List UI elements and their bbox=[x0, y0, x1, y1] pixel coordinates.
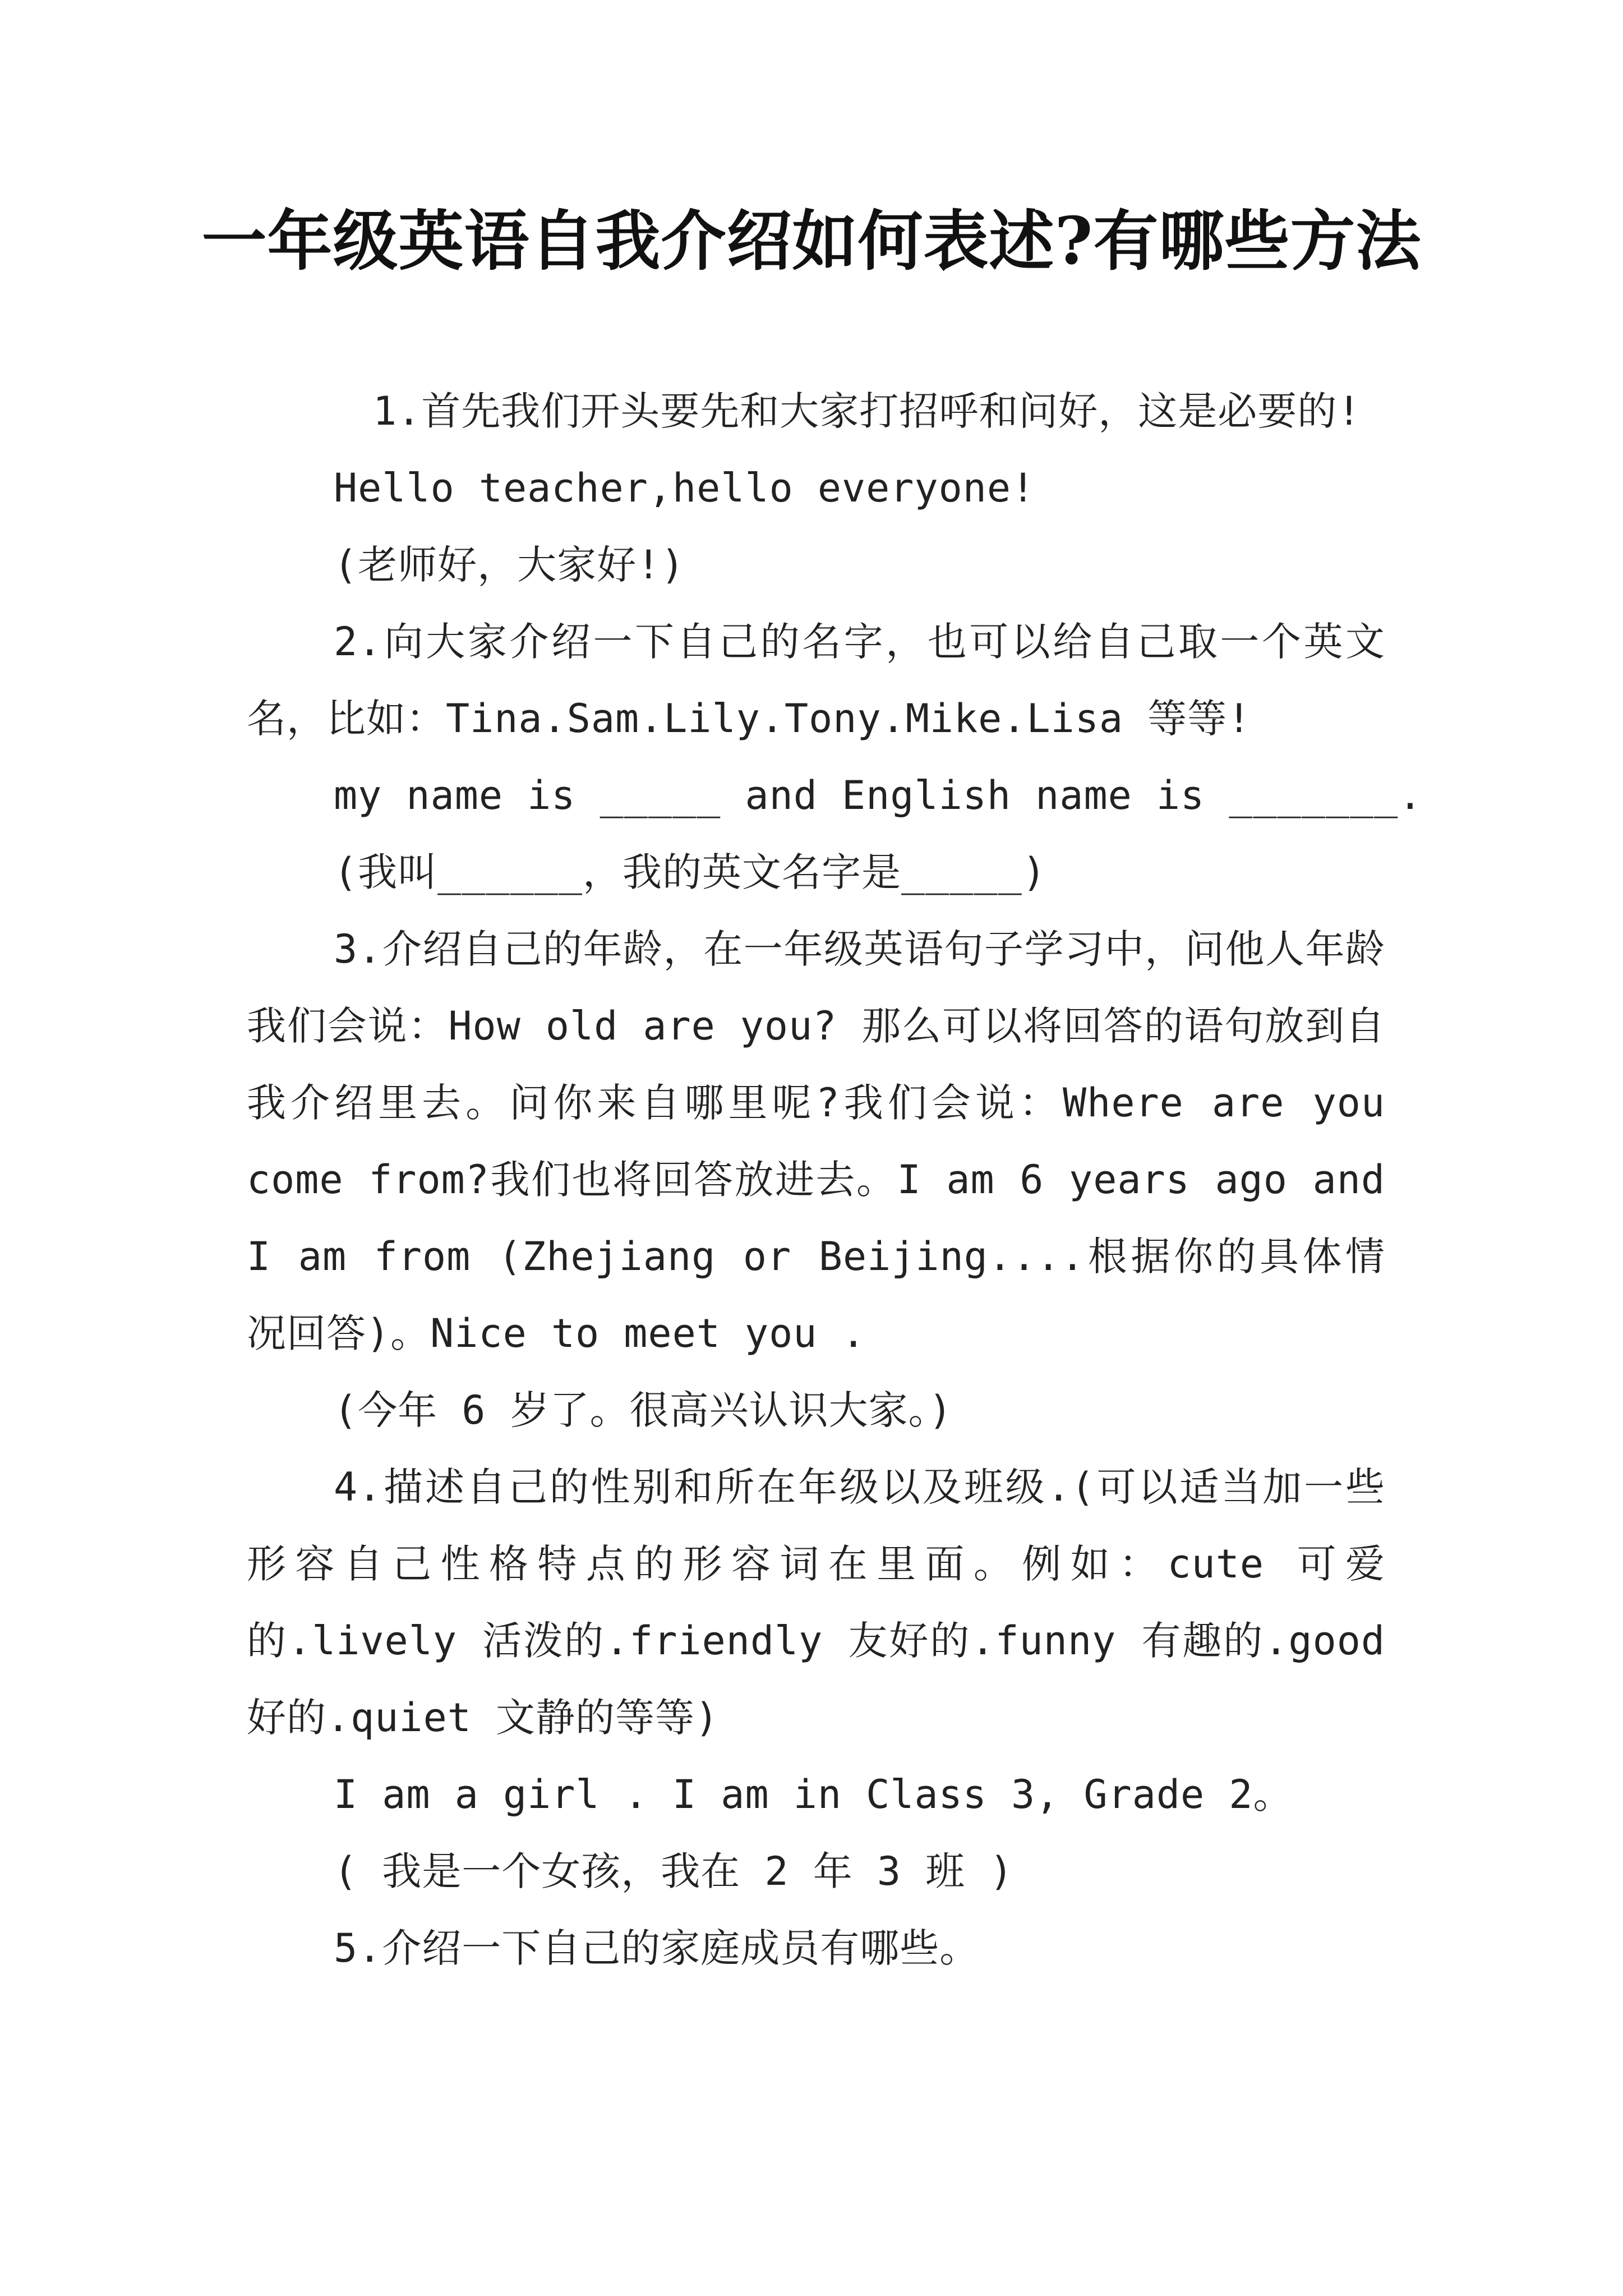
paragraph-greeting-intro: 1.首先我们开头要先和大家打招呼和问好，这是必要的! bbox=[373, 388, 1362, 434]
paragraph-greeting-english: Hello teacher,hello everyone! bbox=[334, 465, 1036, 511]
paragraph-gender-grade-english: I am a girl . I am in Class 3, Grade 2。 bbox=[334, 1772, 1293, 1818]
paragraph-name-english: my name is _____ and English name is _______. bbox=[334, 772, 1423, 818]
paragraph-gender-grade-intro: 4.描述自己的性别和所在年级以及班级.(可以适当加一些形容自己性格特点的形容词在里面。例如：cute 可爱的.lively 活泼的.friendly 友好的.funny 有趣的.good 好的.quiet 文静的等等) bbox=[247, 1464, 1385, 1741]
document-title: 一年级英语自我介绍如何表述?有哪些方法 bbox=[201, 203, 1422, 279]
paragraph-name-translation: (我叫______，我的英文名字是_____) bbox=[334, 849, 1046, 895]
paragraph-family-intro: 5.介绍一下自己的家庭成员有哪些。 bbox=[334, 1925, 980, 1971]
paragraph-age-intro: 3.介绍自己的年龄，在一年级英语句子学习中，问他人年龄我们会说：How old are you? 那么可以将回答的语句放到自我介绍里去。问你来自哪里呢?我们会说：Where are you come from?我们也将回答放进去。I am 6 years ago and I am from (Zhejiang or Beijing....根据你的具体情况回答)。Nice to meet you . bbox=[247, 926, 1385, 1356]
paragraph-gender-grade-translation: ( 我是一个女孩，我在 2 年 3 班 ) bbox=[334, 1848, 1014, 1894]
paragraph-age-translation: (今年 6 岁了。很高兴认识大家。) bbox=[334, 1387, 953, 1433]
paragraph-greeting-translation: (老师好，大家好!) bbox=[334, 542, 685, 588]
paragraph-name-intro: 2.向大家介绍一下自己的名字，也可以给自己取一个英文名，比如：Tina.Sam.Lily.Tony.Mike.Lisa 等等! bbox=[247, 619, 1385, 742]
document-body bbox=[247, 373, 1423, 1987]
